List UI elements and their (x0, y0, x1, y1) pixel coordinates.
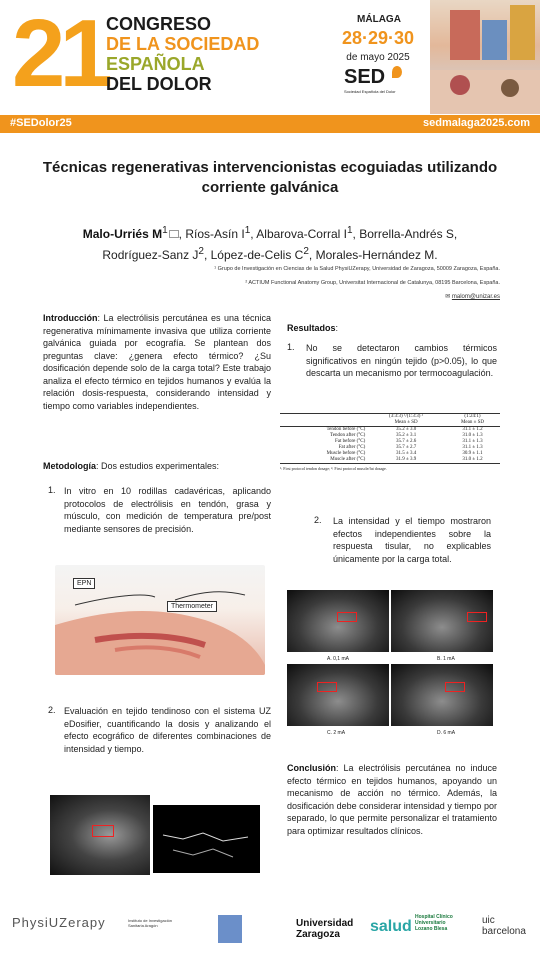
author-list: , Borrella-Andrés S, (352, 227, 458, 241)
authors (30, 222, 510, 264)
table-sub-header: Mean ± SD (460, 420, 484, 425)
thermometer-label: Thermometer (167, 601, 217, 612)
ultrasound-caption-b: B. 1 mA (437, 656, 455, 662)
table-cell: 31.9 ± 3.9 (395, 457, 417, 462)
sed-logo (344, 66, 414, 106)
header (0, 0, 540, 115)
intro-label: Introducción (43, 313, 98, 323)
resultados-colon: : (335, 323, 339, 333)
mail-icon: ✉ (445, 294, 452, 300)
roi-box (445, 682, 465, 692)
resultados-label: Resultados (287, 323, 336, 333)
affiliation-2: ² ACTIUM Functional Anatomy Group, Universitat Internacional de Catalunya, 08195 Barcelona, España. (245, 280, 500, 286)
sed-logo-text: SED (344, 66, 386, 88)
congress-line4: DEL DOLOR (106, 74, 212, 94)
resultados-heading (287, 322, 497, 335)
contact-email[interactable] (445, 293, 500, 300)
ultrasound-caption-c: C. 2 mA (327, 730, 346, 736)
table-sub-header: Mean ± SD (394, 420, 418, 425)
metodo-text: : Dos estudios experimentales: (96, 461, 220, 471)
roi-box (92, 825, 114, 837)
congress-dates: 28·29·30 (341, 28, 415, 48)
congress-line1: CONGRESO (106, 14, 212, 34)
author-list: , López-de-Celis C (203, 248, 304, 262)
physiuzerapy-logo: PhysiUZerapy (12, 915, 106, 930)
table-cell: 35.2 ± 3.1 (395, 433, 417, 438)
congress-city: MÁLAGA (357, 14, 401, 25)
resultados-item-2: La intensidad y el tiempo mostraron efectos independientes sobre la respuesta tisular, no explicables únicamente por la carga total. (333, 516, 491, 564)
table-cell: 31.1 ± 1.3 (462, 439, 483, 444)
affiliation-1: ¹ Grupo de Investigación en Ciencias de la Salud PhysiUZerapy, Universidad de Zaragoza, 50009 Zaragoza, España. (214, 266, 500, 272)
author-sup: 2 (198, 246, 204, 257)
conclusion-text: : La electrólisis percutánea no induce efecto térmico en tejidos humanos, apoyando un mecanismo de acción no térmico. Además, la dosificación debe considerar intensidad y tiempo por separado, lo que permite personalizar el tratamiento para optimizar resultados clínicos. (287, 763, 497, 836)
iis-aragon-logo: Instituto de Investigación Sanitaria Aragón (128, 918, 173, 928)
table-cell: 31.0 ± 1.3 (462, 433, 483, 438)
header-illustration (430, 0, 540, 114)
salud-logo: salud (370, 918, 412, 935)
table-cell: 35.7 ± 2.7 (395, 445, 417, 450)
ultrasound-c (287, 664, 389, 726)
table-cell: Fat after (°C) (338, 445, 366, 450)
roi-box (337, 612, 357, 622)
conclusion-paragraph (287, 762, 497, 837)
hashtag: #SEDolor25 (10, 117, 72, 129)
ultrasound-image-right (153, 805, 260, 873)
epn-label: EPN (73, 578, 95, 589)
table-cell: 31.0 ± 1.2 (462, 457, 483, 462)
unizar-logo: Universidad Zaragoza (296, 918, 354, 940)
table-cell: 30.9 ± 1.1 (462, 451, 483, 456)
resultados-item-1: No se detectaron cambios térmicos significativos en ningún tejido (p>0.05), lo que descarta un mecanismo por termocoagulación. (306, 343, 497, 378)
list-number: 1. (287, 342, 295, 352)
table-cell: 35.7 ± 2.6 (395, 439, 417, 444)
mail-icon (169, 230, 179, 238)
roi-box (467, 612, 487, 622)
author-sup: 1 (244, 225, 251, 236)
crest-icon (218, 915, 242, 943)
uic-logo: uic barcelona (482, 915, 526, 937)
ultrasound-b (391, 590, 493, 652)
intro-paragraph (43, 312, 271, 412)
metodo-item-2: Evaluación en tejido tendinoso con el sistema UZ eDosifier, cuantificando la dosis y analizando el efecto ecográfico de diferentes combinaciones de intensidad y tiempo. (64, 706, 271, 754)
list-number: 2. (48, 705, 56, 715)
congress-number: 21 (12, 0, 107, 107)
table-cell: Muscle after (°C) (330, 457, 366, 462)
table-row (280, 457, 500, 464)
table-cell: 31.5 ± 3.4 (395, 451, 417, 456)
table-col-header: (1:24:1) (464, 414, 481, 419)
congress-line3: ESPAÑOLA (106, 54, 205, 74)
congress-line2: DE LA SOCIEDAD (106, 34, 260, 54)
intro-text: : La electrólisis percutánea es una técnica regenerativa mínimamente invasiva que utiliza corriente galvánica guiada por ecografía. Se plantean dos preguntas clave: ¿genera efecto térmico? ¿Su dosificación depende solo de la carga total? Este trabajo analiza el efecto térmico en tejidos humanos y evalúa la relación dosis-respuesta, considerando intensidad y tiempo como variables independientes. (43, 313, 271, 411)
ultrasound-caption-a: A. 0,1 mA (327, 656, 349, 662)
sed-logo-subtitle: Sociedad Española del Dolor (344, 89, 396, 94)
table-footnote: ¹: First protocol tendon dosage; ²: First protocol muscle/fat dosage. (280, 466, 387, 471)
table-cell: Fat before (°C) (334, 439, 366, 444)
table-cell: Muscle before (°C) (326, 451, 366, 456)
table-cell: 31.1 ± 1.2 (462, 427, 483, 432)
metodo-item-1: In vitro en 10 rodillas cadavéricas, aplicando protocolos de electrólisis en tendón, grasa y músculo, con medición de temperatura pre/post mediante sensores de precisión. (64, 486, 271, 534)
ultrasound-speckle (153, 805, 260, 873)
table-cell: Tendon before (°C) (326, 427, 366, 432)
congress-name (106, 14, 259, 94)
metodo-label: Metodología (43, 461, 96, 471)
email-link[interactable]: malom@unizar.es (451, 294, 500, 300)
roi-box (317, 682, 337, 692)
author-main: Malo-Urriés M (82, 227, 163, 241)
hospital-logo: Hospital Clínico Universitario Lozano Blesa (415, 914, 453, 932)
ultrasound-caption-d: D. 6 mA (437, 730, 456, 736)
poster-title: Técnicas regenerativas intervencionistas ecoguiadas utilizando corriente galvánica (42, 159, 498, 196)
table-col-header: (3:3:3) ¹/(1:3:3) ² (389, 414, 424, 419)
author-list: , Morales-Hernández M. (308, 248, 438, 262)
metodo-heading (43, 460, 271, 473)
congress-month: de mayo 2025 (346, 52, 410, 63)
table-cell: Tendon after (°C) (330, 433, 366, 438)
table-cell: 35.2 ± 3.0 (395, 427, 417, 432)
temperature-table (280, 413, 500, 471)
table-cell: 31.1 ± 1.3 (462, 445, 483, 450)
author-sup: 2 (303, 246, 309, 257)
ultrasound-a (287, 590, 389, 652)
list-number: 2. (314, 515, 322, 525)
author-list: Rodríguez-Sanz J (102, 248, 199, 262)
author-sup: 1 (346, 225, 353, 236)
experiment-photo (55, 565, 265, 675)
author-list: , Ríos-Asín I (178, 227, 245, 241)
header-illustration-art (430, 0, 540, 114)
author-sup: 1 (162, 225, 168, 236)
sed-flame-icon (392, 66, 402, 78)
author-list: , Albarova-Corral I (250, 227, 347, 241)
ultrasound-d (391, 664, 493, 726)
list-number: 1. (48, 485, 56, 495)
conclusion-label: Conclusión (287, 763, 336, 773)
hashtag-bar (0, 115, 540, 133)
ultrasound-grid (287, 590, 501, 740)
ultrasound-image-left (50, 795, 150, 875)
footer-logos (0, 900, 540, 960)
congress-url[interactable]: sedmalaga2025.com (422, 117, 530, 129)
